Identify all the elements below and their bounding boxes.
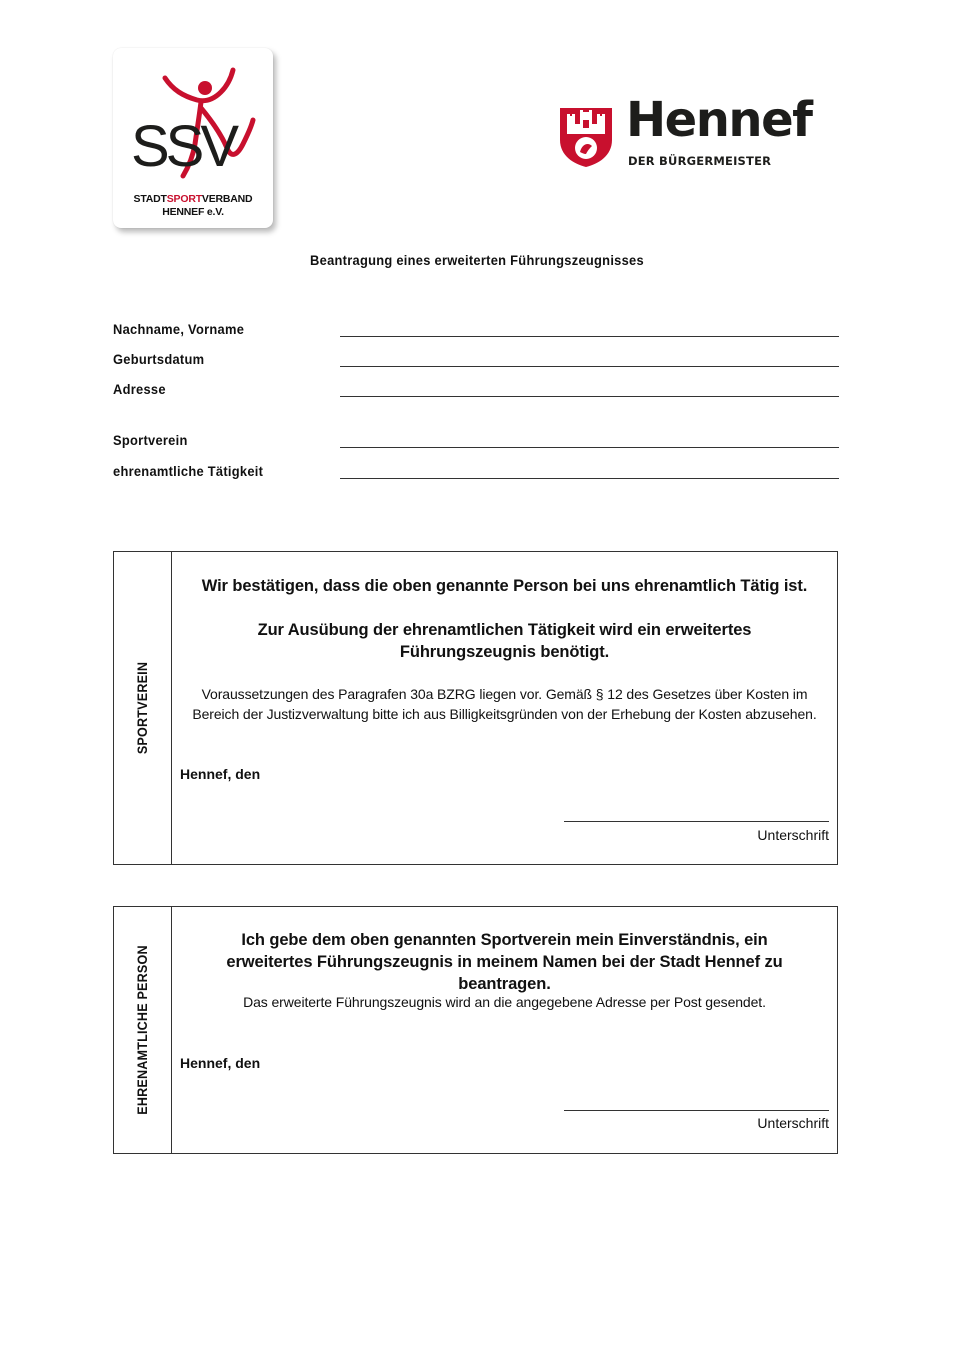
delivery-note: Das erweiterte Führungszeugnis wird an die angegebene Adresse per Post gesendet. (243, 994, 766, 1010)
field-label: ehrenamtliche Tätigkeit (113, 463, 264, 479)
field-input-line[interactable] (340, 447, 839, 448)
field-input-line[interactable] (340, 396, 839, 397)
box-body (172, 907, 837, 1153)
ssv-letters: SSV (131, 114, 236, 179)
side-label-person: EHRENAMTLICHE PERSON (134, 945, 150, 1115)
ssv-logo-graphic (113, 48, 273, 198)
field-birthdate (113, 351, 839, 373)
field-name (113, 321, 839, 343)
legal-text: Voraussetzungen des Paragrafen 30a BZRG liegen vor. Gemäß § 12 des Gesetzes über Kosten im Bereich der Justizverwaltung bitte ich aus Billigkeitsgründen von der Erhebung der Kosten abzusehen. (192, 686, 817, 722)
hennef-subtitle: DER BÜRGERMEISTER (628, 154, 772, 168)
box-side-column (114, 552, 172, 864)
consent-statement: Ich gebe dem oben genannten Sportverein mein Einverständnis, ein erweitertes Führungszeugnis in meinem Namen bei der Stadt Hennef zu beantragen. (226, 931, 783, 993)
requirement-statement: Zur Ausübung der ehrenamtlichen Tätigkeit wird ein erweitertes Führungszeugnis benötigt. (257, 621, 752, 661)
ssv-logo (113, 48, 273, 228)
hennef-crest-icon (558, 106, 614, 168)
field-input-line[interactable] (340, 366, 839, 367)
field-label: Sportverein (113, 432, 188, 448)
signature-label: Unterschrift (757, 827, 829, 843)
box-side-column (114, 907, 172, 1153)
field-sportverein (113, 432, 839, 454)
ssv-logo-line1: STADTSPORTVERBAND (133, 193, 253, 205)
field-input-line[interactable] (340, 478, 839, 479)
document-title: Beantragung eines erweiterten Führungszeugnisses (310, 252, 644, 268)
box-body (172, 552, 837, 864)
hennef-wordmark: Hennef (626, 92, 812, 148)
sportverein-confirmation-box (113, 551, 838, 865)
field-label: Adresse (113, 381, 166, 397)
place-date-label: Hennef, den (180, 766, 261, 782)
signature-line[interactable] (564, 1110, 829, 1111)
hennef-logo (558, 92, 828, 175)
field-label: Geburtsdatum (113, 351, 205, 367)
place-date-label: Hennef, den (180, 1055, 261, 1071)
signature-label: Unterschrift (757, 1115, 829, 1131)
signature-line[interactable] (564, 821, 829, 822)
person-consent-box (113, 906, 838, 1154)
field-label: Nachname, Vorname (113, 321, 245, 337)
side-label-sportverein: SPORTVEREIN (134, 661, 150, 755)
ssv-logo-line2: HENNEF e.V. (162, 206, 224, 218)
field-input-line[interactable] (340, 336, 839, 337)
field-activity (113, 463, 839, 485)
field-address (113, 381, 839, 403)
confirmation-statement: Wir bestätigen, dass die oben genannte Person bei uns ehrenamtlich Tätig ist. (201, 577, 808, 595)
